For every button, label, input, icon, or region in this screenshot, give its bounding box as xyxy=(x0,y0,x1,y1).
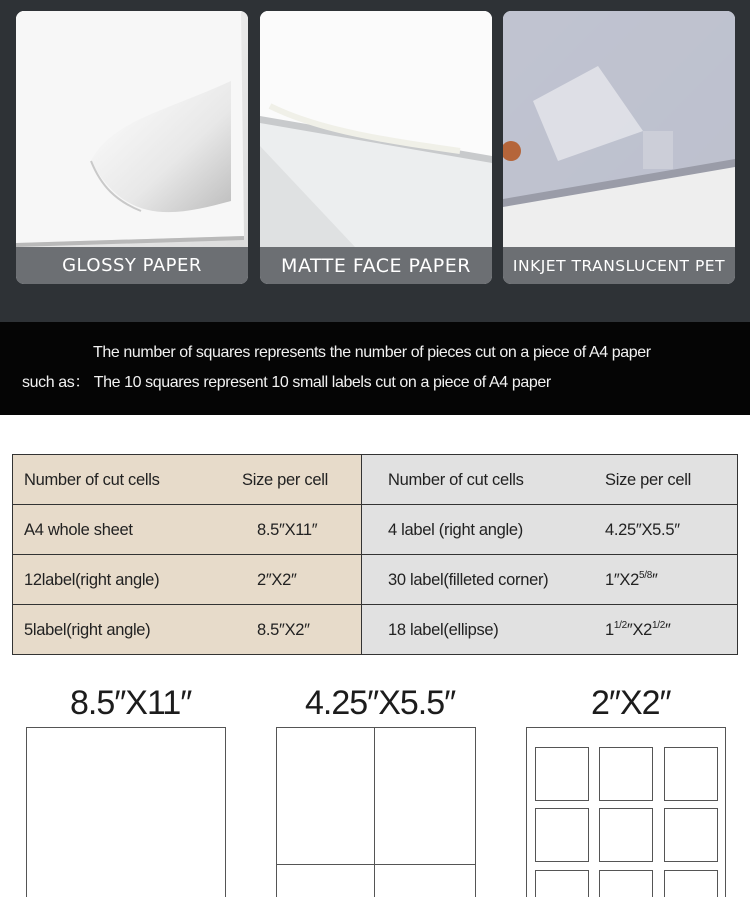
table-row xyxy=(13,605,361,655)
size-main: 1″X2 xyxy=(605,571,639,589)
size-unit: ″ xyxy=(665,621,671,639)
product-caption: INKJET TRANSLUCENT PET xyxy=(503,247,735,284)
cut-cells-value: 30 label(filleted corner) xyxy=(388,571,549,589)
header-cut-cells: Number of cut cells xyxy=(24,471,160,489)
translucent-pet-photo xyxy=(503,11,735,247)
cut-line-horizontal xyxy=(277,864,475,865)
header-size-per-cell: Size per cell xyxy=(605,471,691,489)
product-card-translucent[interactable] xyxy=(503,11,735,284)
product-caption: GLOSSY PAPER xyxy=(16,247,248,284)
size-table xyxy=(12,454,738,655)
description-line-1: The number of squares represents the number of pieces cut on a piece of A4 paper xyxy=(93,344,651,361)
table-row xyxy=(362,555,737,605)
size-unit: ″ xyxy=(652,571,658,589)
glossy-paper-photo xyxy=(16,11,248,247)
matte-paper-photo xyxy=(260,11,492,247)
size-b-fraction: 1/2 xyxy=(652,620,666,631)
table-left-half xyxy=(13,455,362,654)
description-line-2: such as： The 10 squares represent 10 small labels cut on a piece of A4 paper xyxy=(22,374,551,391)
size-fraction: 5/8 xyxy=(639,570,653,581)
diagram-title-a4: 8.5″X11″ xyxy=(70,684,192,722)
label-square xyxy=(535,870,589,897)
label-square xyxy=(664,747,718,801)
size-value xyxy=(605,555,658,605)
label-square xyxy=(664,870,718,897)
table-row xyxy=(13,555,361,605)
size-a-fraction: 1/2 xyxy=(613,620,627,631)
size-value: 2″X2″ xyxy=(257,571,297,589)
sheet-diagram-12-label xyxy=(526,727,726,897)
size-value: 8.5″X11″ xyxy=(257,521,318,539)
label-square xyxy=(599,747,653,801)
label-square xyxy=(535,808,589,862)
size-value: 4.25″X5.5″ xyxy=(605,521,680,539)
table-row xyxy=(362,505,737,555)
sheet-diagram-4-label xyxy=(276,727,476,897)
size-a: 1 xyxy=(605,621,614,639)
table-row xyxy=(13,505,361,555)
cut-cells-value: A4 whole sheet xyxy=(24,521,133,539)
cut-cells-value: 18 label(ellipse) xyxy=(388,621,499,639)
label-square xyxy=(599,870,653,897)
header-size-per-cell: Size per cell xyxy=(242,471,328,489)
diagram-title-12-label: 2″X2″ xyxy=(591,684,671,722)
diagram-title-4-label: 4.25″X5.5″ xyxy=(305,684,456,722)
cut-line-vertical xyxy=(374,728,375,897)
size-value: 8.5″X2″ xyxy=(257,621,310,639)
product-card-matte[interactable] xyxy=(260,11,492,284)
description-band xyxy=(0,322,750,415)
table-row xyxy=(362,605,737,655)
table-header-row xyxy=(362,455,737,505)
cut-cells-value: 5label(right angle) xyxy=(24,621,151,639)
sheet-diagram-whole xyxy=(26,727,226,897)
table-right-half xyxy=(362,455,737,654)
size-mid: ″X2 xyxy=(626,621,653,639)
product-caption: MATTE FACE PAPER xyxy=(260,247,492,284)
cut-cells-value: 12label(right angle) xyxy=(24,571,160,589)
label-square xyxy=(664,808,718,862)
header-cut-cells: Number of cut cells xyxy=(388,471,524,489)
size-value xyxy=(605,605,671,655)
product-band xyxy=(0,0,750,322)
label-square xyxy=(599,808,653,862)
cut-cells-value: 4 label (right angle) xyxy=(388,521,523,539)
table-header-row xyxy=(13,455,361,505)
product-card-glossy[interactable] xyxy=(16,11,248,284)
label-square xyxy=(535,747,589,801)
